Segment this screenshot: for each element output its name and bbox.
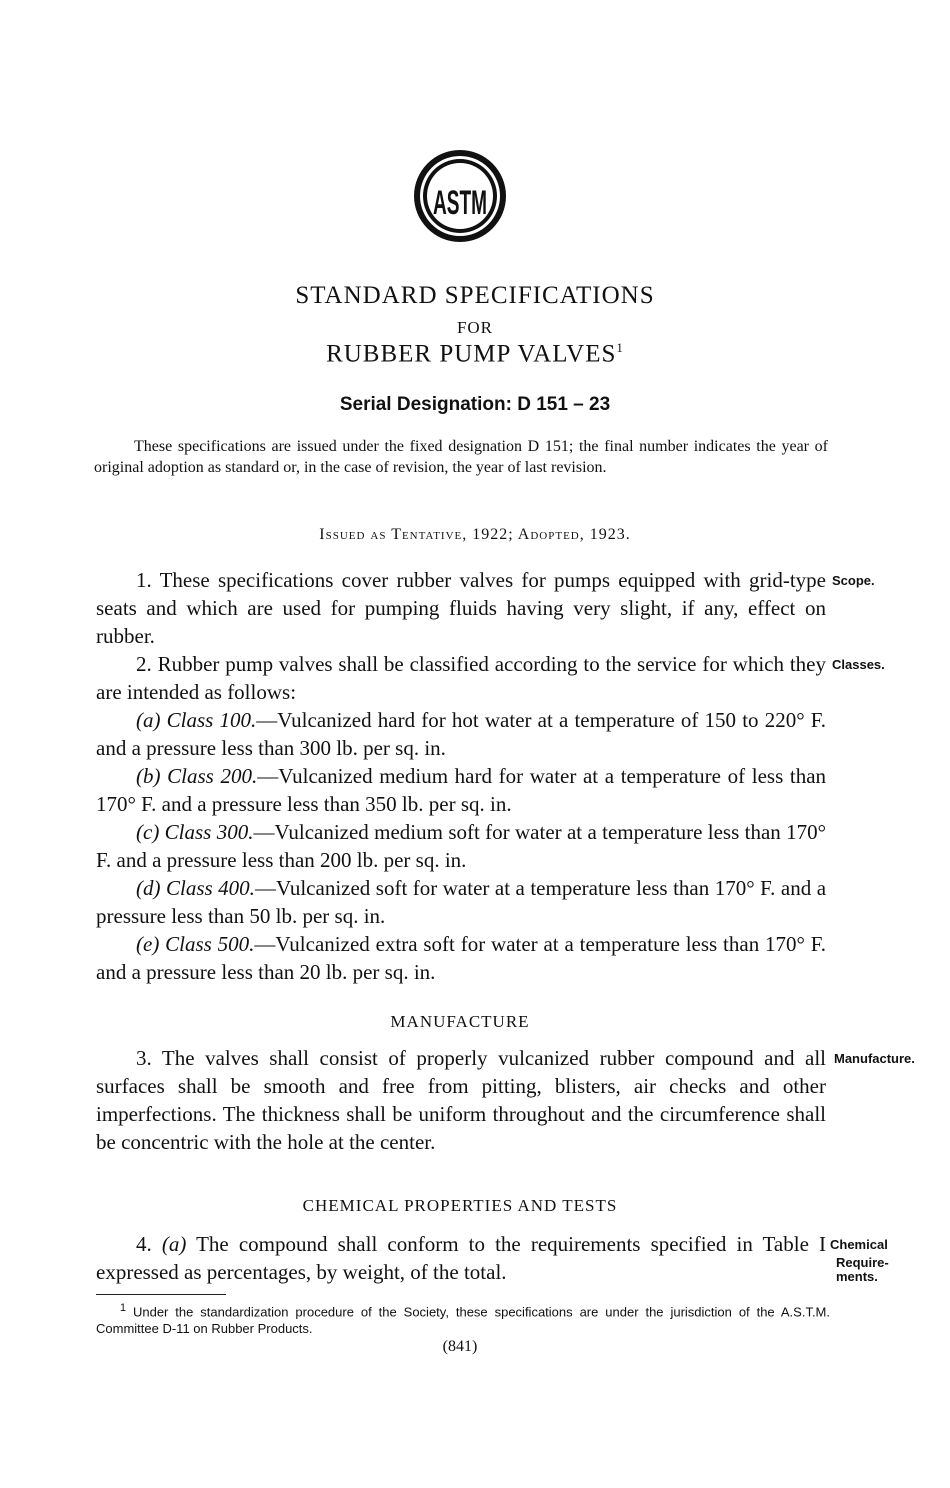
- side-note-manufacture: Manufacture.: [834, 1051, 915, 1066]
- class-b: [96, 762, 826, 818]
- manufacture-heading: MANUFACTURE: [390, 1012, 530, 1031]
- section-4: [96, 1230, 826, 1286]
- class-c-text: —Vulcanized medium soft for water at a temperature less than 170° F. and a pressure less than 200 lb. per sq. in.: [96, 820, 827, 872]
- document-title: STANDARD SPECIFICATIONS: [295, 282, 655, 309]
- section-2: 2. Rubber pump valves shall be classified according to the service for which they are intended as follows:: [96, 652, 826, 704]
- section-4-number: 4.: [136, 1232, 152, 1256]
- subject-footnote-mark: 1: [616, 340, 624, 355]
- section-4-block: [96, 1230, 826, 1286]
- astm-logo: [412, 148, 508, 244]
- section-1-2: [96, 566, 826, 986]
- class-e-mark: (e): [136, 932, 160, 956]
- side-note-requirements: Require- ments.: [836, 1255, 889, 1284]
- class-d-name: Class 400.: [166, 876, 255, 900]
- subject-text: RUBBER PUMP VALVES: [326, 340, 617, 368]
- footnote-mark: 1: [120, 1302, 127, 1314]
- issued-line: Issued as Tentative, 1922; Adopted, 1923.: [319, 526, 631, 543]
- document-subject: [0, 340, 950, 368]
- class-d: [96, 874, 826, 930]
- class-a-name: Class 100.: [166, 708, 257, 732]
- class-d-mark: (d): [136, 876, 161, 900]
- footnote: [96, 1300, 830, 1337]
- title-for: FOR: [456, 318, 494, 337]
- class-b-text: —Vulcanized medium hard for water at a temperature of less than 170° F. and a pressure less than 350 lb. per sq. in.: [96, 764, 827, 816]
- class-c-name: Class 300.: [164, 820, 254, 844]
- class-e-name: Class 500.: [165, 932, 255, 956]
- logo-text: ASTM: [433, 184, 487, 222]
- class-a-mark: (a): [136, 708, 161, 732]
- intro-paragraph: These specifications are issued under the fixed designation D 151; the final number indicates the year of original adoption as standard or, in the case of revision, the year of last revision.: [94, 438, 828, 476]
- class-b-mark: (b): [136, 764, 161, 788]
- class-a: [96, 706, 826, 762]
- page-number: (841): [442, 1338, 478, 1355]
- side-note-chemical: Chemical: [830, 1237, 888, 1252]
- chemical-heading: CHEMICAL PROPERTIES AND TESTS: [302, 1196, 618, 1215]
- class-d-text: —Vulcanized soft for water at a temperature less than 170° F. and a pressure less than 50 lb. per sq. in.: [96, 876, 827, 928]
- class-c: [96, 818, 826, 874]
- section-3-block: [96, 1044, 826, 1156]
- class-e: [96, 930, 826, 986]
- footnote-rule: [96, 1294, 226, 1295]
- section-3: 3. The valves shall consist of properly vulcanized rubber compound and all surfaces shall be smooth and free from pitting, blisters, air checks and other imperfections. The thickness shall be uniform throughout and the circumference shall be concentric with the hole at the center.: [96, 1046, 826, 1154]
- section-4-mark: (a): [161, 1232, 187, 1256]
- class-e-text: —Vulcanized extra soft for water at a temperature less than 170° F. and a pressure less than 20 lb. per sq. in.: [96, 932, 826, 984]
- class-b-name: Class 200.: [167, 764, 258, 788]
- class-c-mark: (c): [136, 820, 160, 844]
- serial-designation: Serial Designation: D 151 – 23: [339, 394, 611, 415]
- section-4-text: The compound shall conform to the requirements specified in Table I expressed as percentages, by weight, of the total.: [96, 1232, 826, 1284]
- section-1: 1. These specifications cover rubber valves for pumps equipped with grid-type seats and which are used for pumping fluids having very slight, if any, effect on rubber.: [96, 568, 826, 648]
- footnote-text: Under the standardization procedure of the Society, these specifications are under the jurisdiction of the A.S.T.M. Committee D-11 on Rubber Products.: [96, 1304, 830, 1337]
- class-a-text: —Vulcanized hard for hot water at a temperature of 150 to 220° F. and a pressure less than 300 lb. per sq. in.: [96, 708, 827, 760]
- side-note-classes: Classes.: [832, 657, 885, 672]
- side-note-scope: Scope.: [832, 573, 875, 588]
